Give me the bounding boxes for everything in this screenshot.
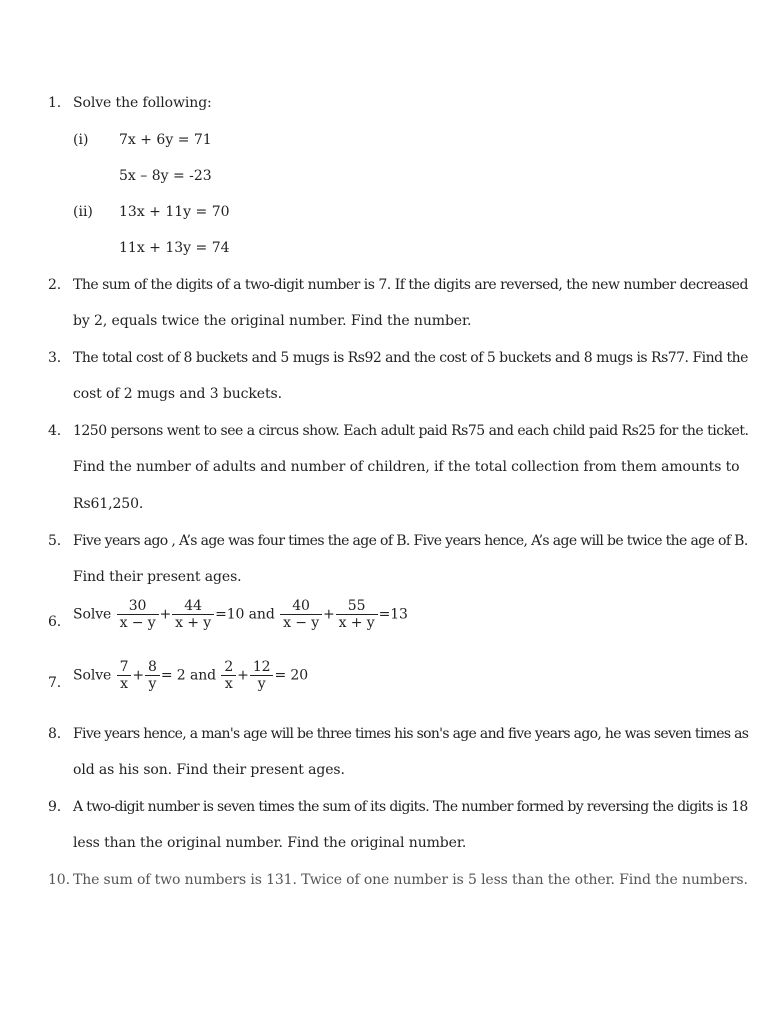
denominator: x <box>117 675 132 692</box>
question-number: 7. <box>48 675 62 691</box>
numerator: 40 <box>292 598 310 614</box>
question-number: 5. <box>48 533 62 549</box>
equation-3: 13x + 11y = 70 <box>119 204 230 220</box>
denominator: x − y <box>280 614 322 631</box>
equals-text: =13 <box>378 606 408 623</box>
denominator: y <box>250 675 274 692</box>
question-line: The sum of the digits of a two-digit number is 7. If the digits are reversed, the new number decreased <box>73 277 748 293</box>
fraction <box>336 598 378 631</box>
numerator: 8 <box>148 659 157 675</box>
question-line: Find their present ages. <box>73 569 242 585</box>
question-number: 3. <box>48 350 62 366</box>
question-number: 8. <box>48 726 62 742</box>
question-text: Solve the following: <box>73 95 212 111</box>
fraction <box>250 659 274 692</box>
numerator: 2 <box>224 659 234 675</box>
numerator: 55 <box>347 598 366 614</box>
numerator: 12 <box>252 659 271 675</box>
question-line: 1250 persons went to see a circus show. Each adult paid Rs75 and each child paid Rs25 for the ticket. <box>73 423 749 439</box>
denominator: x <box>221 675 236 692</box>
part-label-ii: (ii) <box>73 204 93 220</box>
numerator: 7 <box>119 659 129 675</box>
denominator: y <box>145 675 160 692</box>
fraction <box>221 659 236 692</box>
denominator: x + y <box>336 614 378 631</box>
solve-label: Solve <box>73 606 112 623</box>
equation-1: 7x + 6y = 71 <box>119 132 212 148</box>
question-line: The sum of two numbers is 131. Twice of one number is 5 less than the other. Find the numbers. <box>73 872 748 888</box>
plus-sign: + <box>237 667 249 684</box>
question-number: 4. <box>48 423 62 439</box>
plus-sign: + <box>132 667 145 684</box>
question-number: 2. <box>48 277 62 293</box>
equation-2: 5x – 8y = -23 <box>119 168 212 184</box>
denominator: x + y <box>172 614 214 631</box>
question-line: Five years hence, a man's age will be three times his son's age and five years ago, he was seven times as <box>73 726 749 742</box>
equals-text: =10 and <box>215 606 275 623</box>
question-line: Find the number of adults and number of children, if the total collection from them amounts to <box>73 459 740 475</box>
equals-text: = 2 and <box>160 667 216 684</box>
question-number: 1. <box>48 95 62 111</box>
question-line: old as his son. Find their present ages. <box>73 762 345 778</box>
equals-text: = 20 <box>274 667 309 684</box>
question-line: Five years ago , A’s age was four times the age of B. Five years hence, A’s age will be twice the age of B. <box>73 533 748 549</box>
numerator: 44 <box>184 598 202 614</box>
fraction <box>117 659 132 692</box>
fraction <box>172 598 214 631</box>
denominator: x − y <box>117 614 159 631</box>
plus-sign: + <box>159 606 172 623</box>
fraction <box>280 598 322 631</box>
question-line: cost of 2 mugs and 3 buckets. <box>73 386 282 402</box>
question-line: by 2, equals twice the original number. Find the number. <box>73 313 472 329</box>
question-line: A two-digit number is seven times the sum of its digits. The number formed by reversing the digits is 18 <box>73 799 748 815</box>
equation-4: 11x + 13y = 74 <box>119 240 230 256</box>
question-number: 10. <box>48 872 70 888</box>
fraction <box>145 659 160 692</box>
part-label-i: (i) <box>73 132 89 148</box>
question-number: 6. <box>48 614 62 630</box>
fraction <box>117 598 159 631</box>
question-number: 9. <box>48 799 62 815</box>
question-line: Rs61,250. <box>73 496 144 512</box>
question-line: less than the original number. Find the original number. <box>73 835 467 851</box>
numerator: 30 <box>128 598 147 614</box>
question-line: The total cost of 8 buckets and 5 mugs is Rs92 and the cost of 5 buckets and 8 mugs is Rs77. Find the <box>73 350 748 366</box>
equation-row <box>73 598 408 631</box>
solve-label: Solve <box>73 667 112 684</box>
plus-sign: + <box>323 606 335 623</box>
equation-row <box>73 659 308 692</box>
